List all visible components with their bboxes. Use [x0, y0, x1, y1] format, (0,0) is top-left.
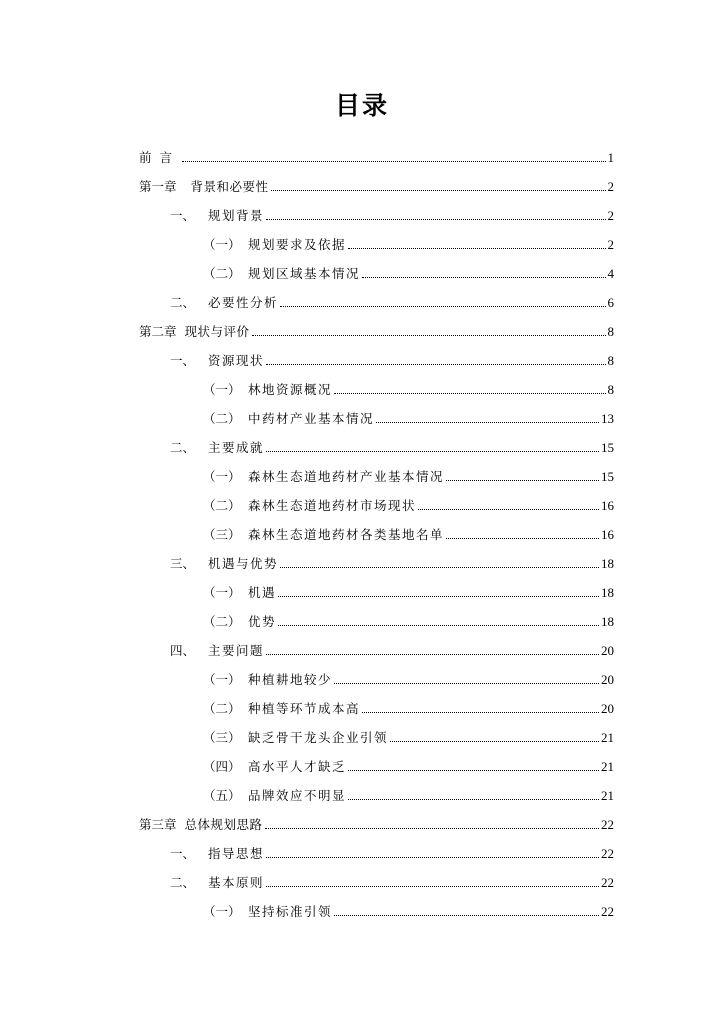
toc-entry-page: 20: [601, 701, 614, 716]
dot-leader: [348, 799, 599, 800]
dot-leader: [265, 828, 599, 829]
dot-leader: [266, 364, 605, 365]
toc-entry-label: 主要问题: [208, 643, 265, 658]
toc-entry-section[interactable]: [170, 349, 614, 369]
toc-entry-label: 机遇: [248, 585, 277, 600]
toc-entry-label: 资源现状: [208, 353, 265, 368]
toc-entry-number: （三）: [203, 527, 241, 542]
toc-entry-number: （一）: [203, 672, 241, 687]
toc-entry-number: 一、: [170, 846, 196, 861]
toc-entry-page: 2: [607, 237, 614, 252]
toc-entry-number: （四）: [203, 759, 241, 774]
toc-entry-subsection[interactable]: [203, 581, 614, 601]
dot-leader: [266, 219, 605, 220]
toc-entry-number: （五）: [203, 788, 241, 803]
dot-leader: [362, 712, 599, 713]
toc-entry-label: 规划要求及依据: [248, 237, 347, 252]
toc-entry-page: 21: [601, 788, 614, 803]
toc-entry-page: 8: [607, 382, 614, 397]
toc-entry-subsection[interactable]: [203, 378, 614, 398]
toc-entry-page: 22: [601, 904, 614, 919]
toc-entry-number: （二）: [203, 614, 241, 629]
toc-entry-label: 种植耕地较少: [248, 672, 333, 687]
toc-entry-number: 前 言: [139, 150, 172, 165]
toc-entry-chapter-2[interactable]: [139, 320, 614, 340]
dot-leader: [252, 335, 606, 336]
toc-entry-number: 二、: [170, 440, 196, 455]
toc-entry-label: 必要性分析: [208, 295, 279, 310]
toc-entry-page: 21: [601, 730, 614, 745]
toc-entry-label: 规划背景: [208, 208, 265, 223]
toc-entry-number: 第一章: [139, 179, 177, 194]
toc-entry-subsection[interactable]: [203, 610, 614, 630]
dot-leader: [390, 741, 599, 742]
toc-entry-number: （一）: [203, 585, 241, 600]
toc-entry-page: 1: [607, 150, 614, 165]
dot-leader: [280, 306, 605, 307]
dot-leader: [348, 248, 605, 249]
toc-entry-number: （二）: [203, 411, 241, 426]
toc-entry-label: 基本原则: [208, 875, 265, 890]
toc-entry-page: 2: [607, 208, 614, 223]
dot-leader: [446, 538, 599, 539]
toc-entry-label: 森林生态道地药材各类基地名单: [248, 527, 445, 542]
toc-entry-subsection[interactable]: [203, 233, 614, 253]
toc-entry-subsection[interactable]: [203, 465, 614, 485]
toc-entry-section[interactable]: [170, 436, 614, 456]
toc-entry-page: 15: [601, 469, 614, 484]
toc-entry-chapter-1[interactable]: [139, 175, 614, 195]
toc-entry-page: 20: [601, 672, 614, 687]
toc-entry-label: 林地资源概况: [248, 382, 333, 397]
toc-entry-section[interactable]: [170, 291, 614, 311]
toc-entry-subsection[interactable]: [203, 407, 614, 427]
toc-entry-label: 机遇与优势: [208, 556, 279, 571]
toc-entry-number: （一）: [203, 469, 241, 484]
toc-entry-page: 4: [607, 266, 614, 281]
dot-leader: [362, 277, 605, 278]
dot-leader: [278, 625, 599, 626]
toc-entry-foreword[interactable]: [139, 146, 614, 166]
toc-entry-page: 16: [601, 527, 614, 542]
dot-leader: [280, 567, 599, 568]
toc-entry-section[interactable]: [170, 639, 614, 659]
toc-entry-page: 18: [601, 614, 614, 629]
toc-entry-label: 背景和必要性: [190, 179, 269, 194]
toc-entry-subsection[interactable]: [203, 726, 614, 746]
toc-entry-number: 四、: [170, 643, 196, 658]
toc-entry-label: 优势: [248, 614, 277, 629]
toc-entry-subsection[interactable]: [203, 697, 614, 717]
toc-entry-page: 18: [601, 585, 614, 600]
toc-entry-subsection[interactable]: [203, 900, 614, 920]
toc-entry-section[interactable]: [170, 842, 614, 862]
toc-entry-number: （一）: [203, 904, 241, 919]
toc-entry-label: 品牌效应不明显: [248, 788, 347, 803]
toc-entry-label: 高水平人才缺乏: [248, 759, 347, 774]
toc-entry-page: 8: [607, 324, 614, 339]
toc-entry-page: 22: [601, 875, 614, 890]
toc-entry-number: （一）: [203, 237, 241, 252]
toc-entry-page: 15: [601, 440, 614, 455]
toc-entry-section[interactable]: [170, 871, 614, 891]
toc-entry-page: 6: [607, 295, 614, 310]
toc-entry-number: （三）: [203, 730, 241, 745]
toc-entry-subsection[interactable]: [203, 668, 614, 688]
dot-leader: [334, 915, 599, 916]
toc-entry-number: 第三章: [139, 817, 177, 832]
toc-entry-number: 三、: [170, 556, 196, 571]
toc-entry-number: （二）: [203, 266, 241, 281]
toc-entry-section[interactable]: [170, 204, 614, 224]
dot-leader: [266, 451, 599, 452]
toc-entry-number: 第二章: [139, 324, 177, 339]
toc-entry-number: 二、: [170, 295, 196, 310]
dot-leader: [278, 596, 599, 597]
toc-entry-page: 2: [607, 179, 614, 194]
dot-leader: [334, 683, 599, 684]
toc-entry-label: 主要成就: [208, 440, 265, 455]
toc-entry-page: 22: [601, 817, 614, 832]
dot-leader: [446, 480, 599, 481]
toc-entry-page: 22: [601, 846, 614, 861]
toc-entry-page: 20: [601, 643, 614, 658]
toc-entry-label: 森林生态道地药材产业基本情况: [248, 469, 445, 484]
dot-leader: [182, 161, 606, 162]
toc-entry-page: 21: [601, 759, 614, 774]
toc-entry-number: （二）: [203, 701, 241, 716]
toc-entry-label: 种植等环节成本高: [248, 701, 361, 716]
toc-entry-subsection[interactable]: [203, 755, 614, 775]
toc-entry-page: 16: [601, 498, 614, 513]
toc-entry-subsection[interactable]: [203, 784, 614, 804]
toc-entry-number: 一、: [170, 353, 196, 368]
toc-entry-label: 中药材产业基本情况: [248, 411, 375, 426]
toc-entry-subsection[interactable]: [203, 523, 614, 543]
toc-entry-label: 森林生态道地药材市场现状: [248, 498, 417, 513]
toc-entry-number: 二、: [170, 875, 196, 890]
toc-entry-section[interactable]: [170, 552, 614, 572]
toc-entry-label: 缺乏骨干龙头企业引领: [248, 730, 389, 745]
toc-entry-subsection[interactable]: [203, 494, 614, 514]
dot-leader: [334, 393, 605, 394]
dot-leader: [418, 509, 599, 510]
toc-entry-label: 总体规划思路: [184, 817, 263, 832]
dot-leader: [376, 422, 599, 423]
toc-entry-page: 13: [601, 411, 614, 426]
toc-entry-page: 18: [601, 556, 614, 571]
toc-title: 目录: [334, 91, 389, 120]
dot-leader: [266, 857, 599, 858]
toc-entry-page: 8: [607, 353, 614, 368]
toc-entry-label: 指导思想: [208, 846, 265, 861]
toc-entry-number: （二）: [203, 498, 241, 513]
dot-leader: [266, 886, 599, 887]
dot-leader: [271, 190, 606, 191]
toc-entry-chapter-3[interactable]: [139, 813, 614, 833]
toc-entry-number: 一、: [170, 208, 196, 223]
toc-entry-label: 坚持标准引领: [248, 904, 333, 919]
dot-leader: [348, 770, 599, 771]
dot-leader: [266, 654, 599, 655]
toc-entry-subsection[interactable]: [203, 262, 614, 282]
toc-entry-number: （一）: [203, 382, 241, 397]
toc-entry-label: 现状与评价: [184, 324, 250, 339]
toc-entry-label: 规划区域基本情况: [248, 266, 361, 281]
